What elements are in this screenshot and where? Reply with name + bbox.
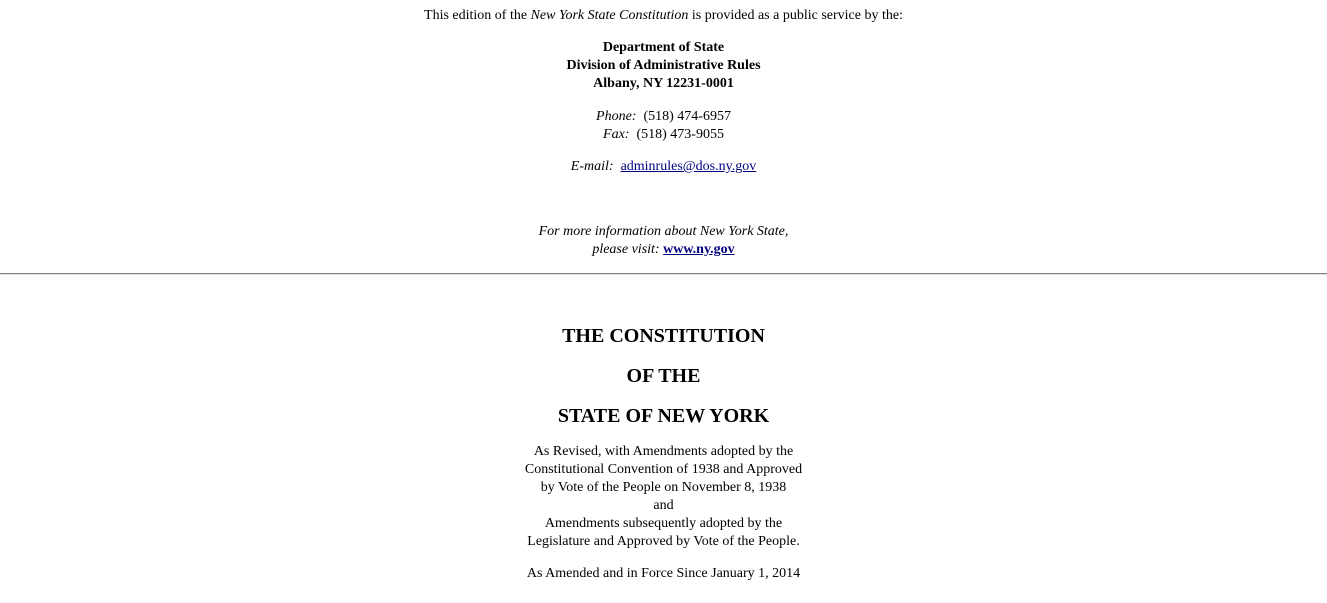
fax-line <box>0 126 1327 144</box>
constitution-heading-2: OF THE <box>626 365 701 387</box>
email-line <box>0 158 1327 176</box>
description-line-2: Constitutional Convention of 1938 and Approved <box>524 462 803 477</box>
in-force-date: As Amended and in Force Since January 1, 2014 <box>526 566 801 581</box>
phone-value: (518) 474-6957 <box>643 109 731 124</box>
constitution-heading-1: THE CONSTITUTION <box>562 325 765 347</box>
horizontal-divider <box>0 273 1327 275</box>
description-line-5: Amendments subsequently adopted by the <box>544 516 783 531</box>
more-info-line2 <box>0 241 1327 259</box>
more-info-line1: For more information about New York State, <box>538 224 789 239</box>
address-department: Department of State <box>602 40 725 55</box>
phone-line <box>0 108 1327 126</box>
address-city: Albany, NY 12231-0001 <box>593 76 734 91</box>
description-line-6: Legislature and Approved by Vote of the People. <box>527 534 800 549</box>
email-link[interactable]: adminrules@dos.ny.gov <box>620 159 757 174</box>
intro-title: New York State Constitution <box>530 8 689 23</box>
description-line-1: As Revised, with Amendments adopted by the <box>533 444 794 459</box>
ny-gov-link[interactable]: www.ny.gov <box>663 242 735 257</box>
fax-value: (518) 473-9055 <box>636 127 724 142</box>
fax-label: Fax: <box>603 127 630 142</box>
email-label: E-mail: <box>570 159 614 174</box>
address-division: Division of Administrative Rules <box>566 58 761 73</box>
description-line-4: and <box>653 498 674 513</box>
intro-suffix: is provided as a public service by the: <box>688 8 903 23</box>
intro-prefix: This edition of the <box>424 8 531 23</box>
intro-text <box>0 7 1327 25</box>
phone-label: Phone: <box>596 109 637 124</box>
visit-prefix: please visit: <box>592 242 664 257</box>
constitution-heading-3: STATE OF NEW YORK <box>557 405 770 427</box>
description-line-3: by Vote of the People on November 8, 1938 <box>540 480 787 495</box>
